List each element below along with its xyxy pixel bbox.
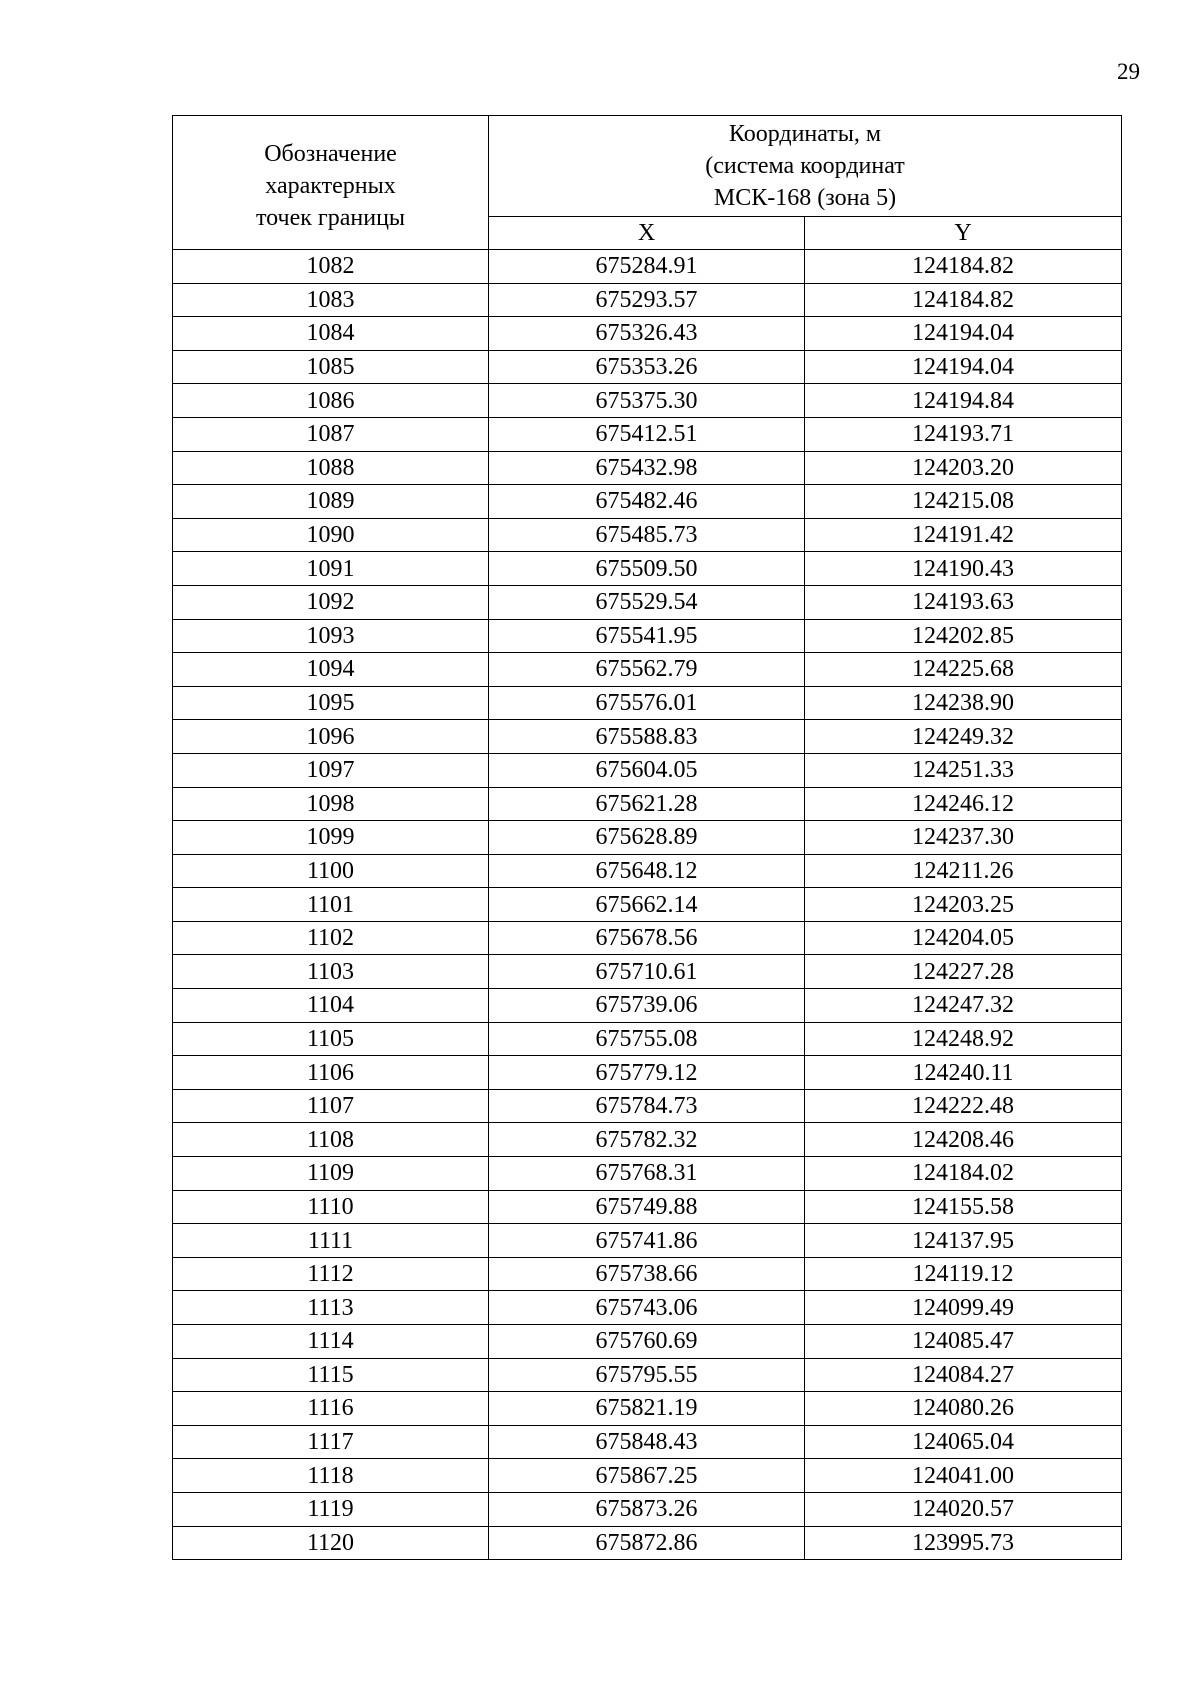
cell-x: 675678.56 bbox=[489, 921, 805, 955]
cell-point: 1117 bbox=[173, 1425, 489, 1459]
cell-y: 124204.05 bbox=[805, 921, 1122, 955]
cell-point: 1115 bbox=[173, 1358, 489, 1392]
cell-x: 675284.91 bbox=[489, 250, 805, 284]
table-row bbox=[173, 1056, 1122, 1090]
table-row bbox=[173, 585, 1122, 619]
cell-y: 124225.68 bbox=[805, 653, 1122, 687]
table-row bbox=[173, 1325, 1122, 1359]
header-designation-line: характерных bbox=[265, 172, 396, 199]
table-row bbox=[173, 821, 1122, 855]
cell-point: 1120 bbox=[173, 1526, 489, 1560]
cell-point: 1103 bbox=[173, 955, 489, 989]
cell-point: 1082 bbox=[173, 250, 489, 284]
table-row bbox=[173, 1425, 1122, 1459]
header-point-designation bbox=[173, 116, 489, 250]
coordinates-table bbox=[172, 115, 1122, 1560]
cell-y: 124208.46 bbox=[805, 1123, 1122, 1157]
cell-y: 124193.63 bbox=[805, 585, 1122, 619]
header-x: X bbox=[489, 217, 805, 250]
cell-x: 675485.73 bbox=[489, 518, 805, 552]
cell-point: 1089 bbox=[173, 485, 489, 519]
header-coordinates-line: МСК-168 (зона 5) bbox=[713, 185, 897, 211]
cell-y: 124211.26 bbox=[805, 854, 1122, 888]
cell-x: 675738.66 bbox=[489, 1257, 805, 1291]
header-designation-line: точек границы bbox=[255, 204, 406, 231]
cell-y: 124155.58 bbox=[805, 1190, 1122, 1224]
table-row bbox=[173, 1257, 1122, 1291]
cell-x: 675795.55 bbox=[489, 1358, 805, 1392]
header-coordinates bbox=[489, 116, 1122, 217]
table-header bbox=[173, 116, 1122, 250]
cell-x: 675621.28 bbox=[489, 787, 805, 821]
cell-point: 1111 bbox=[173, 1224, 489, 1258]
cell-x: 675848.43 bbox=[489, 1425, 805, 1459]
table-row bbox=[173, 888, 1122, 922]
cell-y: 124099.49 bbox=[805, 1291, 1122, 1325]
cell-point: 1094 bbox=[173, 653, 489, 687]
table-row bbox=[173, 787, 1122, 821]
cell-x: 675588.83 bbox=[489, 720, 805, 754]
cell-point: 1106 bbox=[173, 1056, 489, 1090]
table-row bbox=[173, 518, 1122, 552]
header-designation-line: Обозначение bbox=[264, 140, 397, 167]
cell-y: 123995.73 bbox=[805, 1526, 1122, 1560]
table-row bbox=[173, 552, 1122, 586]
cell-point: 1112 bbox=[173, 1257, 489, 1291]
cell-y: 124240.11 bbox=[805, 1056, 1122, 1090]
cell-point: 1091 bbox=[173, 552, 489, 586]
table-row bbox=[173, 485, 1122, 519]
table-row bbox=[173, 1157, 1122, 1191]
cell-point: 1087 bbox=[173, 417, 489, 451]
cell-y: 124249.32 bbox=[805, 720, 1122, 754]
cell-x: 675739.06 bbox=[489, 989, 805, 1023]
cell-point: 1092 bbox=[173, 585, 489, 619]
header-coordinates-line: (система координат bbox=[705, 153, 905, 179]
table-row bbox=[173, 989, 1122, 1023]
cell-point: 1095 bbox=[173, 686, 489, 720]
cell-x: 675743.06 bbox=[489, 1291, 805, 1325]
cell-y: 124184.02 bbox=[805, 1157, 1122, 1191]
cell-y: 124084.27 bbox=[805, 1358, 1122, 1392]
cell-point: 1084 bbox=[173, 317, 489, 351]
table-row bbox=[173, 1022, 1122, 1056]
table-row bbox=[173, 753, 1122, 787]
cell-x: 675749.88 bbox=[489, 1190, 805, 1224]
cell-point: 1093 bbox=[173, 619, 489, 653]
cell-x: 675662.14 bbox=[489, 888, 805, 922]
cell-x: 675432.98 bbox=[489, 451, 805, 485]
cell-y: 124184.82 bbox=[805, 283, 1122, 317]
cell-y: 124246.12 bbox=[805, 787, 1122, 821]
cell-y: 124203.20 bbox=[805, 451, 1122, 485]
cell-x: 675509.50 bbox=[489, 552, 805, 586]
cell-x: 675412.51 bbox=[489, 417, 805, 451]
table-row bbox=[173, 1089, 1122, 1123]
page-number: 29 bbox=[1117, 59, 1140, 84]
table-row bbox=[173, 283, 1122, 317]
cell-y: 124237.30 bbox=[805, 821, 1122, 855]
cell-point: 1097 bbox=[173, 753, 489, 787]
table-row bbox=[173, 686, 1122, 720]
cell-x: 675760.69 bbox=[489, 1325, 805, 1359]
cell-y: 124080.26 bbox=[805, 1392, 1122, 1426]
cell-point: 1116 bbox=[173, 1392, 489, 1426]
table-row bbox=[173, 854, 1122, 888]
cell-point: 1098 bbox=[173, 787, 489, 821]
cell-y: 124194.04 bbox=[805, 350, 1122, 384]
cell-x: 675784.73 bbox=[489, 1089, 805, 1123]
cell-point: 1109 bbox=[173, 1157, 489, 1191]
cell-point: 1083 bbox=[173, 283, 489, 317]
cell-point: 1085 bbox=[173, 350, 489, 384]
cell-y: 124194.84 bbox=[805, 384, 1122, 418]
cell-x: 675353.26 bbox=[489, 350, 805, 384]
cell-y: 124020.57 bbox=[805, 1492, 1122, 1526]
cell-x: 675604.05 bbox=[489, 753, 805, 787]
table-row bbox=[173, 653, 1122, 687]
cell-x: 675872.86 bbox=[489, 1526, 805, 1560]
cell-point: 1119 bbox=[173, 1492, 489, 1526]
cell-point: 1114 bbox=[173, 1325, 489, 1359]
cell-x: 675821.19 bbox=[489, 1392, 805, 1426]
cell-x: 675576.01 bbox=[489, 686, 805, 720]
cell-x: 675710.61 bbox=[489, 955, 805, 989]
cell-y: 124065.04 bbox=[805, 1425, 1122, 1459]
cell-y: 124203.25 bbox=[805, 888, 1122, 922]
table-row bbox=[173, 451, 1122, 485]
table-row bbox=[173, 921, 1122, 955]
cell-x: 675529.54 bbox=[489, 585, 805, 619]
table-row bbox=[173, 955, 1122, 989]
table-row bbox=[173, 417, 1122, 451]
cell-x: 675873.26 bbox=[489, 1492, 805, 1526]
header-row-top bbox=[173, 116, 1122, 217]
cell-y: 124137.95 bbox=[805, 1224, 1122, 1258]
cell-y: 124227.28 bbox=[805, 955, 1122, 989]
cell-y: 124248.92 bbox=[805, 1022, 1122, 1056]
table-row bbox=[173, 1358, 1122, 1392]
cell-x: 675562.79 bbox=[489, 653, 805, 687]
cell-y: 124247.32 bbox=[805, 989, 1122, 1023]
cell-y: 124194.04 bbox=[805, 317, 1122, 351]
cell-y: 124085.47 bbox=[805, 1325, 1122, 1359]
table-row bbox=[173, 1291, 1122, 1325]
cell-y: 124041.00 bbox=[805, 1459, 1122, 1493]
cell-y: 124184.82 bbox=[805, 250, 1122, 284]
cell-point: 1102 bbox=[173, 921, 489, 955]
table-body bbox=[173, 250, 1122, 1560]
table-row bbox=[173, 619, 1122, 653]
table-row bbox=[173, 1459, 1122, 1493]
cell-y: 124251.33 bbox=[805, 753, 1122, 787]
table-row bbox=[173, 720, 1122, 754]
table-row bbox=[173, 1224, 1122, 1258]
cell-y: 124190.43 bbox=[805, 552, 1122, 586]
cell-x: 675755.08 bbox=[489, 1022, 805, 1056]
cell-x: 675326.43 bbox=[489, 317, 805, 351]
table-row bbox=[173, 1190, 1122, 1224]
cell-x: 675375.30 bbox=[489, 384, 805, 418]
table-row bbox=[173, 384, 1122, 418]
table-row bbox=[173, 1492, 1122, 1526]
cell-point: 1100 bbox=[173, 854, 489, 888]
cell-point: 1108 bbox=[173, 1123, 489, 1157]
cell-y: 124215.08 bbox=[805, 485, 1122, 519]
cell-x: 675782.32 bbox=[489, 1123, 805, 1157]
cell-x: 675648.12 bbox=[489, 854, 805, 888]
cell-y: 124193.71 bbox=[805, 417, 1122, 451]
cell-x: 675768.31 bbox=[489, 1157, 805, 1191]
table-row bbox=[173, 250, 1122, 284]
cell-x: 675541.95 bbox=[489, 619, 805, 653]
cell-point: 1105 bbox=[173, 1022, 489, 1056]
cell-point: 1110 bbox=[173, 1190, 489, 1224]
cell-x: 675741.86 bbox=[489, 1224, 805, 1258]
cell-point: 1088 bbox=[173, 451, 489, 485]
table-row bbox=[173, 1392, 1122, 1426]
cell-point: 1101 bbox=[173, 888, 489, 922]
cell-y: 124238.90 bbox=[805, 686, 1122, 720]
table-row bbox=[173, 1526, 1122, 1560]
cell-point: 1104 bbox=[173, 989, 489, 1023]
cell-x: 675628.89 bbox=[489, 821, 805, 855]
table-row bbox=[173, 317, 1122, 351]
cell-point: 1090 bbox=[173, 518, 489, 552]
cell-y: 124202.85 bbox=[805, 619, 1122, 653]
cell-x: 675293.57 bbox=[489, 283, 805, 317]
cell-x: 675779.12 bbox=[489, 1056, 805, 1090]
cell-point: 1118 bbox=[173, 1459, 489, 1493]
cell-y: 124119.12 bbox=[805, 1257, 1122, 1291]
header-coordinates-line: Координаты, м bbox=[728, 121, 882, 147]
cell-x: 675482.46 bbox=[489, 485, 805, 519]
cell-point: 1099 bbox=[173, 821, 489, 855]
cell-point: 1096 bbox=[173, 720, 489, 754]
cell-y: 124222.48 bbox=[805, 1089, 1122, 1123]
table-row bbox=[173, 1123, 1122, 1157]
table-row bbox=[173, 350, 1122, 384]
header-y: Y bbox=[805, 217, 1122, 250]
cell-x: 675867.25 bbox=[489, 1459, 805, 1493]
cell-point: 1107 bbox=[173, 1089, 489, 1123]
cell-point: 1086 bbox=[173, 384, 489, 418]
cell-y: 124191.42 bbox=[805, 518, 1122, 552]
cell-point: 1113 bbox=[173, 1291, 489, 1325]
